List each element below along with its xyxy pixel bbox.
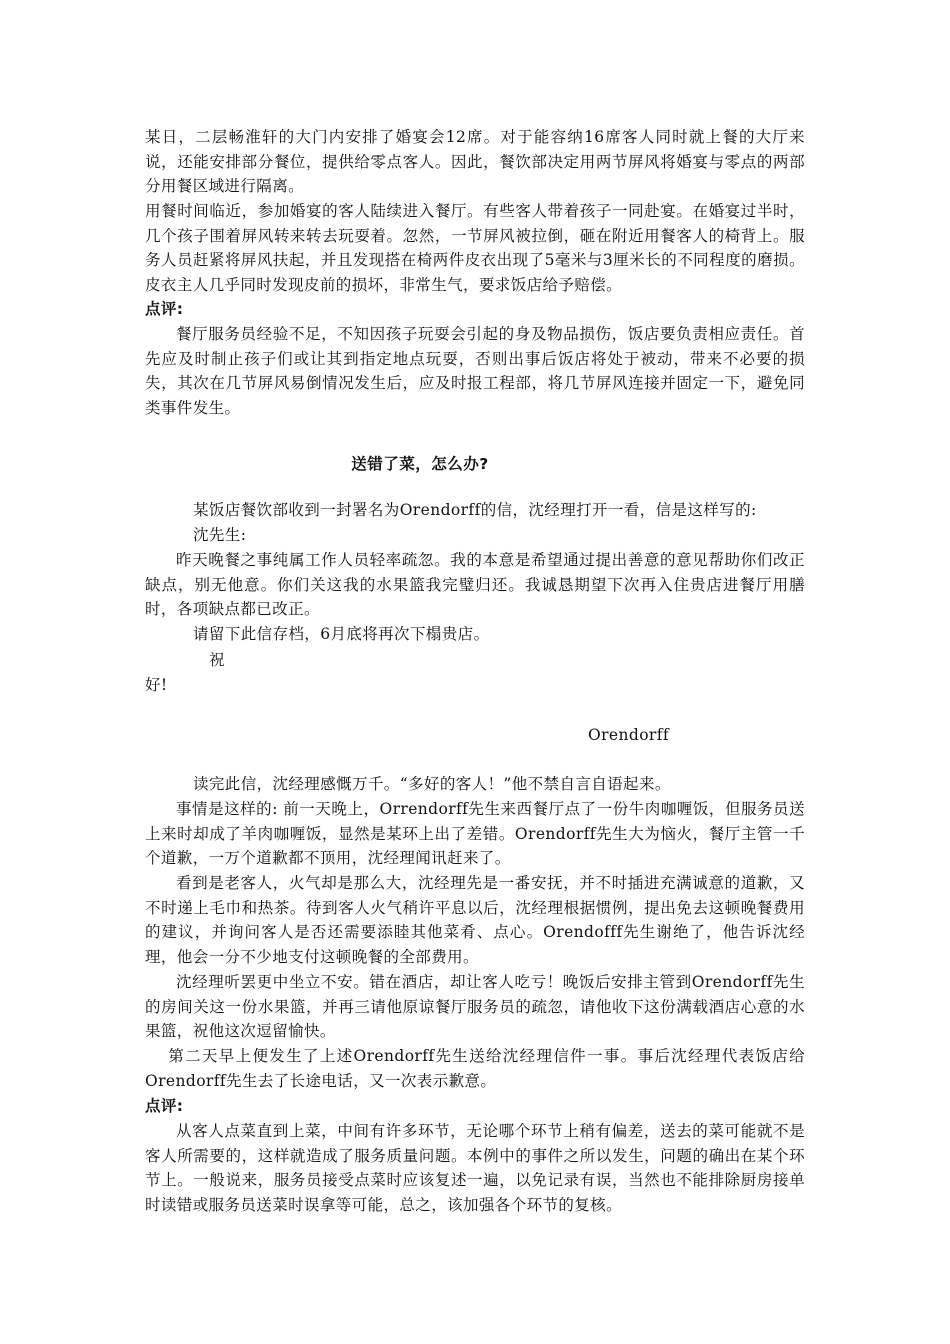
case2-title: 送错了菜，怎么办? (351, 455, 489, 473)
letter-closing-1: 祝 (209, 651, 225, 669)
case1-paragraph-1: 某日，二层畅淮轩的大门内安排了婚宴会12席。对于能容纳16席客人同时就上餐的大厅来说，还能安排部分餐位，提供给零点客人。因此，餐饮部决定用两节屏风将婚宴与零点的两部分用餐区域进行隔离。 (145, 128, 805, 195)
case2-story-paragraph: 事情是这样的: 前一天晚上，Orrendorff先生来西餐厅点了一份牛肉咖喱饭，但服务员送上来时却成了羊肉咖喱饭，显然是某环上出了差错。Orendorff先生大为恼火，餐厅主管一千个道歉，一万个道歉都不顶用，沈经理闻讯赶来了。 (145, 800, 805, 867)
case2-next-paragraph: 第二天早上便发生了上述Orendorff先生送给沈经理信件一事。事后沈经理代表饭店给Orendorff先生去了长途电话，又一次表示歉意。 (145, 1047, 805, 1090)
case2-read-paragraph: 读完此信，沈经理感慨万千。“多好的客人！”他不禁自言自语起来。 (193, 775, 671, 793)
letter-paragraph-2: 请留下此信存档，6月底将再次下榻贵店。 (193, 625, 490, 643)
case2-comment-label: 点评: (145, 1097, 184, 1115)
case2-section (145, 0, 805, 1344)
case2-comment: 从客人点菜直到上菜，中间有许多环节，无论哪个环节上稍有偏差，送去的菜可能就不是客人所需要的，这样就造成了服务质量问题。本例中的事件之所以发生，问题的确出在某个环节上。一般说来，服务员接受点菜时应该复述一遍，以免记录有误，当然也不能排除厨房接单时读错或服务员送菜时误拿等可能，总之，该加强各个环节的复核。 (145, 1122, 805, 1214)
case2-uneasy-paragraph: 沈经理听罢更中坐立不安。错在酒店，却让客人吃亏！晚饭后安排主管到Orendorff先生的房间关这一份水果篮，并再三请他原谅餐厅服务员的疏忽，请他收下这份满载酒店心意的水果篮，祝他这次逗留愉快。 (145, 973, 805, 1040)
letter-paragraph-1: 昨天晚餐之事纯属工作人员轻率疏忽。我的本意是希望通过提出善意的意见帮助你们改正缺点，别无他意。你们关这我的水果篮我完璧归还。我诚恳期望下次再入住贵店进餐厅用膳时，各项缺点都已改正。 (145, 551, 805, 618)
case2-calm-paragraph: 看到是老客人，火气却是那么大，沈经理先是一番安抚，并不时插进充满诚意的道歉，又不时递上毛巾和热茶。待到客人火气稍许平息以后，沈经理根据惯例，提出免去这顿晚餐费用的建议，并询问客人是否还需要添睦其他菜肴、点心。Orendofff先生谢绝了，他告诉沈经理，他会一分不少地支付这顿晚餐的全部费用。 (145, 874, 805, 966)
case2-intro: 某饭店餐饮部收到一封署名为Orendorff的信，沈经理打开一看，信是这样写的: (193, 501, 757, 519)
case1-paragraph-2: 用餐时间临近，参加婚宴的客人陆续进入餐厅。有些客人带着孩子一同赴宴。在婚宴过半时，几个孩子围着屏风转来转去玩耍着。忽然，一节屏风被拉倒，砸在附近用餐客人的椅背上。服务人员赶紧将屏风扶起，并且发现搭在椅两件皮衣出现了5毫米与3厘米长的不同程度的磨损。皮衣主人几乎同时发现皮前的损坏，非常生气，要求饭店给予赔偿。 (145, 202, 805, 294)
case1-comment: 餐厅服务员经验不足，不知因孩子玩耍会引起的身及物品损伤，饭店要负责相应责任。首先应及时制止孩子们或让其到指定地点玩耍，否则出事后饭店将处于被动，带来不必要的损失，其次在几节屏风易倒情况发生后，应及时报工程部，将几节屏风连接并固定一下，避免同类事件发生。 (145, 325, 805, 417)
letter-signature: Orendorff (588, 726, 670, 744)
letter-salutation: 沈先生: (193, 526, 247, 544)
case1-comment-label: 点评: (145, 300, 184, 318)
letter-closing-2: 好! (145, 676, 168, 694)
